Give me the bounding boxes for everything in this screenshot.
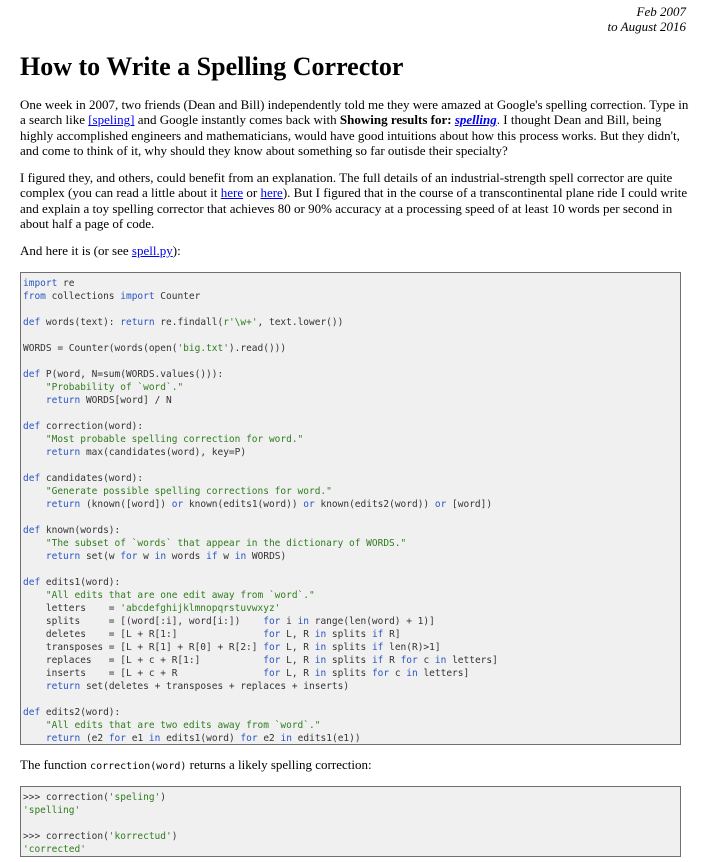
here-text-1: And here it is (or see [20, 243, 132, 258]
code-line [23, 329, 673, 342]
code-line: "Probability of `word`." [45, 382, 184, 393]
code-line: import re [23, 278, 75, 289]
spell-py-link[interactable]: spell.py [131, 243, 173, 258]
page-title: How to Write a Spelling Corrector [20, 52, 404, 81]
code-line: return set(w for w in words if w in WORDS) [45, 551, 287, 562]
code-line: transposes = [L + R[1] + R[0] + R[2:] for L, R in splits if len(R)>1] [23, 642, 441, 653]
correction-example-code-block [20, 786, 681, 857]
code-line: WORDS = Counter(words(open('big.txt').read())) [23, 343, 287, 354]
explanation-text-1: I figured they, and others, could benefit from an explanation. The full details of an industrial-strength spell corrector are quite complex (you can read a little about it [20, 170, 673, 201]
speling-search-link[interactable]: [speling] [88, 112, 135, 128]
intro-text-1: One week in 2007, two friends (Dean and Bill) independently told me they were amazed at Google's spelling correction. Type in a search like [20, 97, 689, 128]
code-line: return (e2 for e1 in edits1(word) for e2 in edits1(e1)) [45, 733, 361, 744]
code-line: "All edits that are two edits away from `word`." [45, 720, 321, 731]
code-line: splits = [(word[:i], word[i:]) for i in range(len(word) + 1)] [23, 616, 435, 627]
code-line [23, 407, 673, 420]
code-line [23, 459, 673, 472]
intro-text-2: and Google instantly comes back with [134, 112, 340, 128]
date-end: to August 2016 [607, 19, 686, 34]
code-line: def candidates(word): [23, 473, 144, 484]
spell-corrector-code-block [20, 272, 681, 745]
code-line: def correction(word): [23, 421, 144, 432]
correction-function-code: correction(word) [90, 761, 187, 772]
code-line: "Generate possible spelling corrections for word." [45, 486, 332, 497]
code-line: return set(deletes + transposes + replaces + inserts) [45, 681, 350, 692]
code-line [23, 511, 673, 524]
code-line: "Most probable spelling correction for word." [45, 434, 304, 445]
code-line: replaces = [L + c + R[1:] for L, R in splits if R for c in letters] [23, 655, 498, 666]
example-line: 'corrected' [23, 844, 86, 855]
function-description-paragraph [20, 757, 690, 774]
code-line: def words(text): return re.findall(r'\w+', text.lower()) [23, 317, 344, 328]
code-line: inserts = [L + c + R for L, R in splits for c in letters] [23, 668, 470, 679]
explanation-text-3: ). But I figured that in the course of a transcontinental plane ride I could write and explain a toy spelling corrector that achieves 80 or 90% accuracy at a processing speed of at least 10 words per second in about half a page of code. [20, 185, 688, 232]
intro-paragraph [20, 97, 690, 159]
code-line: return max(candidates(word), key=P) [45, 447, 247, 458]
code-line [23, 693, 673, 706]
code-line: def edits1(word): [23, 577, 121, 588]
function-text-2: returns a likely spelling correction: [186, 757, 372, 772]
example-line: >>> correction('speling') [23, 792, 167, 803]
explanation-paragraph [20, 170, 690, 232]
date-start: Feb 2007 [636, 4, 686, 19]
code-line [23, 303, 673, 316]
code-line: return WORDS[word] / N [45, 395, 172, 406]
date-range [608, 4, 687, 34]
example-line: 'spelling' [23, 805, 81, 816]
example-line: >>> correction('korrectud') [23, 831, 178, 842]
spelling-result-link[interactable]: spelling [454, 112, 497, 128]
code-line: "All edits that are one edit away from `word`." [45, 590, 315, 601]
example-line [23, 817, 673, 830]
code-line: "The subset of `words` that appear in the dictionary of WORDS." [45, 538, 407, 549]
here-it-is-paragraph [20, 243, 690, 258]
code-line: def P(word, N=sum(WORDS.values())): [23, 369, 224, 380]
explanation-text-2: or [243, 185, 261, 201]
function-text-1: The function [20, 757, 91, 772]
code-line: def edits2(word): [23, 707, 121, 718]
code-line [23, 563, 673, 576]
here-link-2[interactable]: here [260, 185, 283, 201]
code-line: return (known([word]) or known(edits1(word)) or known(edits2(word)) or [word]) [45, 499, 493, 510]
code-line: def known(words): [23, 525, 121, 536]
here-text-2: ): [172, 243, 181, 258]
code-line: deletes = [L + R[1:] for L, R in splits if R] [23, 629, 401, 640]
here-link-1[interactable]: here [220, 185, 244, 201]
intro-text-3: . I thought Dean and Bill, being highly accomplished engineers and mathematicians, would have good intuitions about how this process works. But they didn't, and come to think of it, why should they know about something so far outisde their specialty? [20, 112, 680, 159]
code-line: letters = 'abcdefghijklmnopqrstuvwxyz' [23, 603, 281, 614]
code-line [23, 355, 673, 368]
code-line: from collections import Counter [23, 291, 201, 302]
showing-results-label: Showing results for: [339, 112, 455, 128]
